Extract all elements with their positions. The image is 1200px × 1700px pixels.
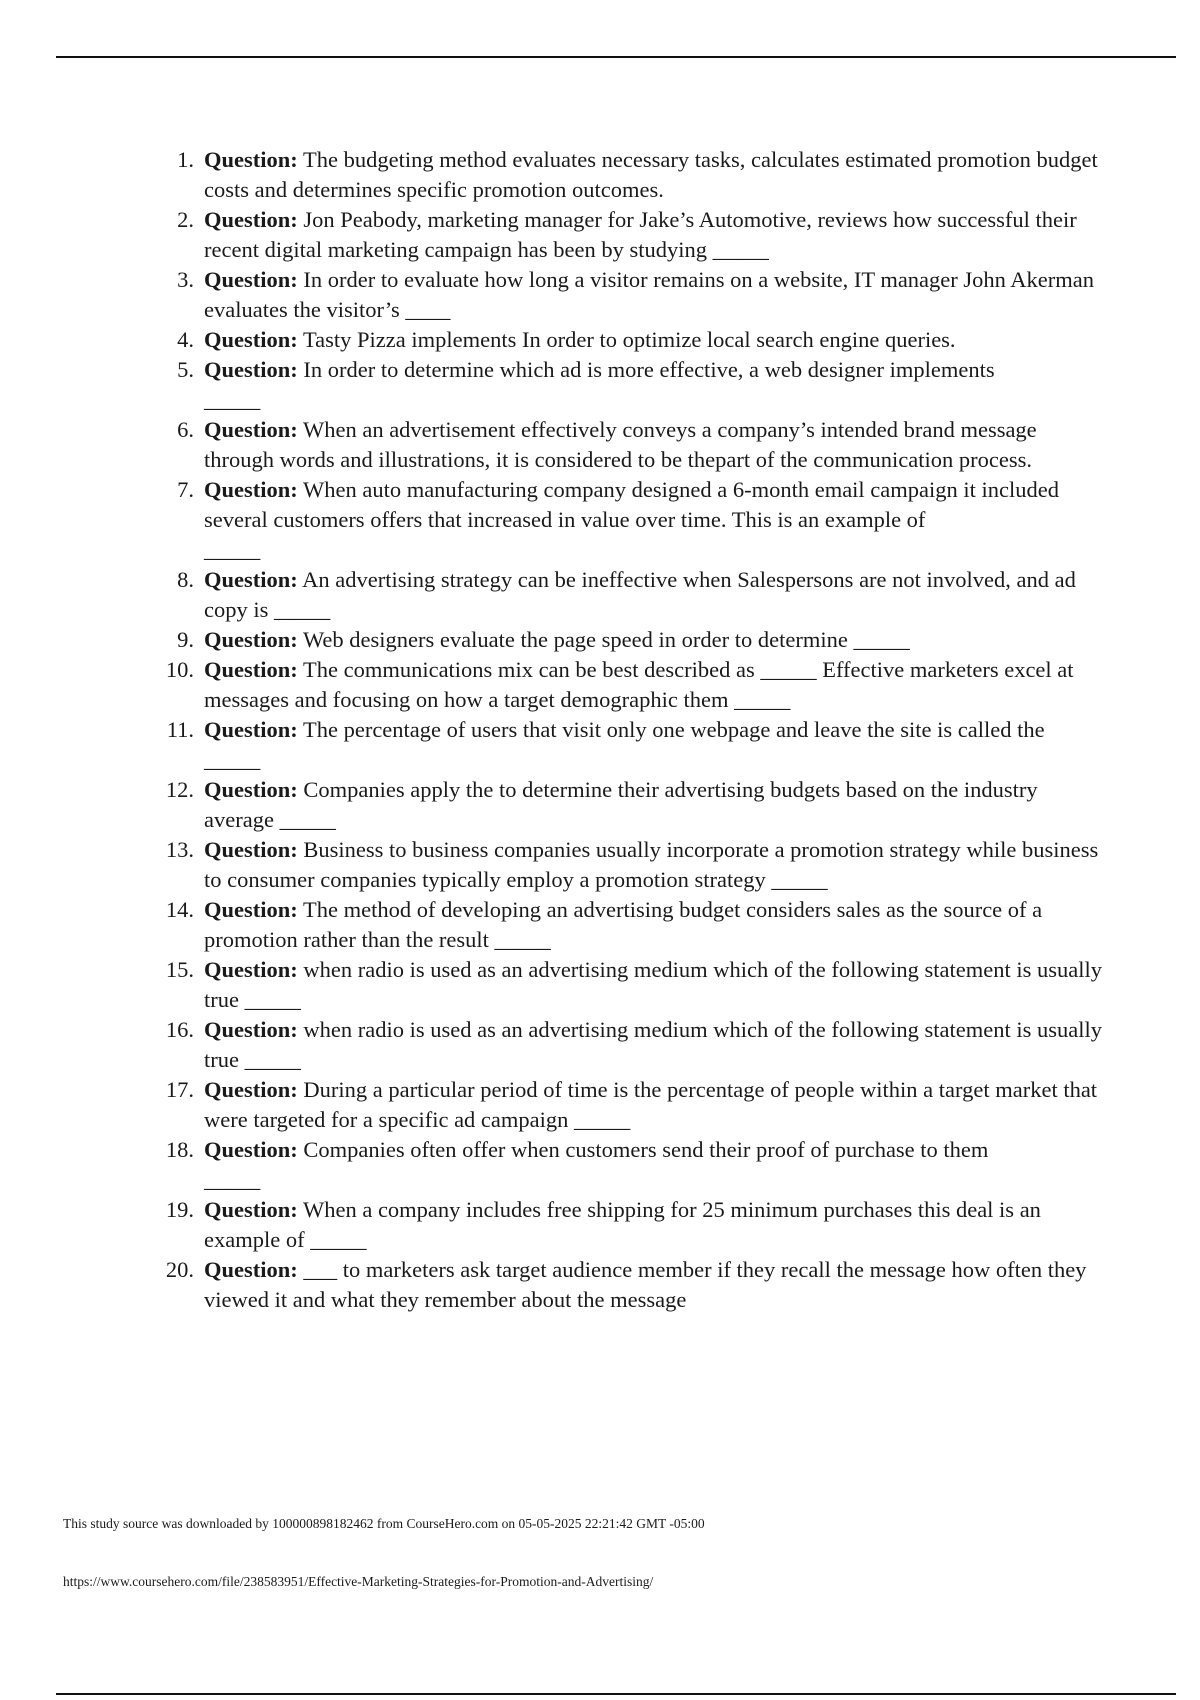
question-label: Question: bbox=[204, 717, 298, 742]
question-item bbox=[165, 1015, 1103, 1075]
source-url: https://www.coursehero.com/file/238583951/Effective-Marketing-Strategies-for-Promotion-and-Advertising/ bbox=[63, 1574, 654, 1589]
question-text: when radio is used as an advertising medium which of the following statement is usually true _____ bbox=[204, 1017, 1102, 1072]
question-number: 7. bbox=[177, 477, 194, 502]
question-label: Question: bbox=[204, 1137, 298, 1162]
question-label: Question: bbox=[204, 477, 298, 502]
question-body bbox=[204, 955, 1103, 1015]
question-item bbox=[165, 835, 1103, 895]
question-body bbox=[204, 205, 1103, 265]
question-body bbox=[204, 655, 1103, 715]
question-text: The method of developing an advertising budget considers sales as the source of a promotion rather than the result _____ bbox=[204, 897, 1043, 952]
question-item bbox=[168, 355, 1103, 415]
question-text: when radio is used as an advertising medium which of the following statement is usually true _____ bbox=[204, 957, 1102, 1012]
question-label: Question: bbox=[204, 627, 298, 652]
question-text: When a company includes free shipping for 25 minimum purchases this deal is an example of _____ bbox=[204, 1197, 1041, 1252]
question-label: Question: bbox=[204, 267, 298, 292]
question-label: Question: bbox=[204, 147, 298, 172]
question-item bbox=[168, 325, 1103, 355]
question-item bbox=[168, 625, 1103, 655]
question-body bbox=[204, 835, 1103, 895]
question-number: 13. bbox=[165, 837, 194, 862]
question-label: Question: bbox=[204, 567, 298, 592]
question-text: The communications mix can be best described as _____ Effective marketers excel at messages and focusing on how a target demographic them _____ bbox=[204, 657, 1074, 712]
question-label: Question: bbox=[204, 357, 298, 382]
question-body bbox=[204, 565, 1103, 625]
question-body bbox=[204, 265, 1103, 325]
question-item bbox=[168, 145, 1103, 205]
question-number: 10. bbox=[165, 657, 194, 682]
top-rule bbox=[56, 56, 1176, 58]
question-body bbox=[204, 415, 1103, 475]
question-body bbox=[204, 1195, 1103, 1255]
question-number: 18. bbox=[165, 1137, 194, 1162]
question-item bbox=[165, 1135, 1103, 1195]
question-number: 1. bbox=[177, 147, 194, 172]
question-item bbox=[165, 955, 1103, 1015]
question-item bbox=[165, 1195, 1103, 1255]
question-item bbox=[168, 475, 1103, 565]
answer-blank: _____ bbox=[204, 387, 261, 412]
question-body bbox=[204, 325, 1103, 355]
question-text: Jon Peabody, marketing manager for Jake’s Automotive, reviews how successful their recent digital marketing campaign has been by studying _____ bbox=[204, 207, 1077, 262]
question-number: 9. bbox=[177, 627, 194, 652]
question-item bbox=[168, 415, 1103, 475]
question-body bbox=[204, 355, 1103, 415]
question-number: 4. bbox=[177, 327, 194, 352]
bottom-rule bbox=[56, 1693, 1176, 1695]
question-label: Question: bbox=[204, 657, 298, 682]
question-item bbox=[168, 715, 1103, 775]
question-text: The budgeting method evaluates necessary tasks, calculates estimated promotion budget costs and determines specific promotion outcomes. bbox=[204, 147, 1098, 202]
answer-blank: _____ bbox=[204, 537, 261, 562]
question-item bbox=[165, 895, 1103, 955]
question-number: 11. bbox=[166, 717, 194, 742]
question-number: 6. bbox=[177, 417, 194, 442]
question-body bbox=[204, 1255, 1103, 1315]
question-body bbox=[204, 1135, 1103, 1195]
question-number: 16. bbox=[165, 1017, 194, 1042]
question-number: 2. bbox=[177, 207, 194, 232]
question-number: 5. bbox=[177, 357, 194, 382]
question-text: Web designers evaluate the page speed in order to determine _____ bbox=[302, 627, 910, 652]
question-item bbox=[168, 265, 1103, 325]
question-body bbox=[204, 895, 1103, 955]
question-label: Question: bbox=[204, 957, 298, 982]
question-label: Question: bbox=[204, 837, 298, 862]
question-body bbox=[204, 715, 1103, 775]
question-number: 12. bbox=[165, 777, 194, 802]
question-number: 17. bbox=[165, 1077, 194, 1102]
question-number: 20. bbox=[165, 1257, 194, 1282]
question-body bbox=[204, 775, 1103, 835]
question-body bbox=[204, 1075, 1103, 1135]
question-label: Question: bbox=[204, 207, 298, 232]
question-text: The percentage of users that visit only one webpage and leave the site is called the _____ bbox=[204, 717, 1045, 772]
question-body bbox=[204, 625, 1103, 655]
question-item bbox=[165, 1255, 1103, 1315]
question-text: In order to determine which ad is more effective, a web designer implements bbox=[303, 357, 995, 382]
question-text: Companies apply the to determine their advertising budgets based on the industry average _____ bbox=[204, 777, 1038, 832]
question-text: When auto manufacturing company designed a 6-month email campaign it included several customers offers that increased in value over time. This is an example of bbox=[204, 477, 1059, 532]
question-label: Question: bbox=[204, 1257, 298, 1282]
question-label: Question: bbox=[204, 417, 298, 442]
question-label: Question: bbox=[204, 1197, 298, 1222]
question-text: During a particular period of time is the percentage of people within a target market that were targeted for a specific ad campaign _____ bbox=[204, 1077, 1098, 1132]
question-label: Question: bbox=[204, 1077, 298, 1102]
question-label: Question: bbox=[204, 897, 298, 922]
question-body bbox=[204, 1015, 1103, 1075]
question-text: When an advertisement effectively conveys a company’s intended brand message through words and illustrations, it is considered to be thepart of the communication process. bbox=[204, 417, 1037, 472]
question-text: ___ to marketers ask target audience member if they recall the message how often they viewed it and what they remember about the message bbox=[204, 1257, 1087, 1312]
question-item bbox=[165, 1075, 1103, 1135]
answer-blank: _____ bbox=[204, 1167, 261, 1192]
question-number: 8. bbox=[177, 567, 194, 592]
question-label: Question: bbox=[204, 777, 298, 802]
question-list bbox=[165, 145, 1103, 1315]
question-item bbox=[165, 775, 1103, 835]
question-text: Companies often offer when customers send their proof of purchase to them bbox=[303, 1137, 989, 1162]
question-number: 15. bbox=[165, 957, 194, 982]
question-body bbox=[204, 145, 1103, 205]
question-item bbox=[168, 205, 1103, 265]
question-text: Tasty Pizza implements In order to optimize local search engine queries. bbox=[302, 327, 956, 352]
question-body bbox=[204, 475, 1103, 565]
source-note: This study source was downloaded by 100000898182462 from CourseHero.com on 05-05-2025 22:21:42 GMT -05:00 bbox=[63, 1516, 705, 1531]
question-number: 19. bbox=[165, 1197, 194, 1222]
question-number: 14. bbox=[165, 897, 194, 922]
question-label: Question: bbox=[204, 327, 298, 352]
question-number: 3. bbox=[177, 267, 194, 292]
question-text: Business to business companies usually incorporate a promotion strategy while business to consumer companies typically employ a promotion strategy _____ bbox=[204, 837, 1099, 892]
question-text: An advertising strategy can be ineffective when Salespersons are not involved, and ad copy is _____ bbox=[204, 567, 1076, 622]
question-text: In order to evaluate how long a visitor remains on a website, IT manager John Akerman evaluates the visitor’s ____ bbox=[204, 267, 1094, 322]
question-label: Question: bbox=[204, 1017, 298, 1042]
question-item bbox=[165, 655, 1103, 715]
question-item bbox=[168, 565, 1103, 625]
